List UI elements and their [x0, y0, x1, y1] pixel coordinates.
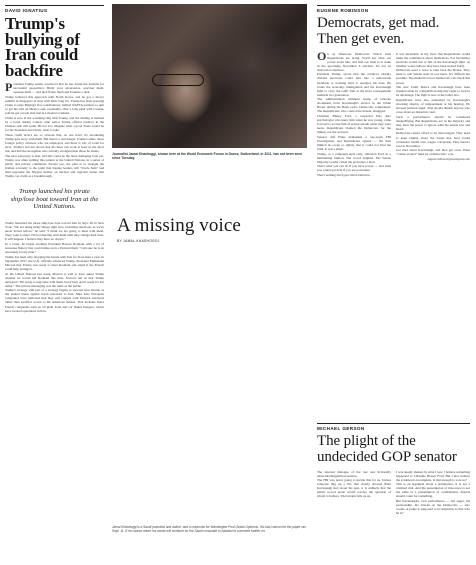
gerson-headline: The plight of the undecided GOP senator: [317, 433, 457, 465]
eyeglasses-shape: [152, 74, 204, 86]
byline-left: DAVID IGNATIUS: [5, 5, 104, 13]
gerson-body: The internal dialogue of the last and fictionally undecided Republican senator. The FBI was never going to decide this for us. Unless someone dug up a file that clearly showed Brett Kavanaugh lied about his past, it is unlikely that the public record alone would resolve the question of whom to believe. The burden falls on us. I was deeply shaken by what I saw. I believe something happened to Christine Blasey Ford. But I also believe the evidence is incomplete. Is that enough to vote no? This is an argument about a nomination. It is not a criminal trial. And the presumption of innocence is not the same as a presumption of confirmation. Doubts should count for something. But Kavanaugh's own performance — his anger, his partisanship, his attacks on the Democrats — also counts. A judge is supposed to be impartial. Is that who he is?: [317, 469, 470, 516]
right-body: On ay afternoon, Democrats. Watch what Republicans are doing. You'll see what our power looks like, and find out what is at stake in the upcoming November 6 election. It's not an abstraction anymore. President Trump, aware that the country's sharply divided electorate could turn into a nationwide backlash, is working hard to energize his base. He wants the economy, immigration and the Kavanaugh fight to carry the GOP. This is the most consequential midterm in a generation. The administration withheld reams of relevant documents from Kavanaugh's service in the White House during the Bush years. Democrats complained. The Republicans, who control the Senate, shrugged. Christine Blasey Ford, a respected Palo Alto psychologist who knew him when he was young, came forward to accuse him of sexual assault when they were teens. Republicans blamed the Democrats for the timing, not the accused. Senator Jeff Flake demanded a one-week FBI investigation, and Republicans agreed — but then limited its scope so tightly that it could not find the truth. It was a sham. Trump, at a campaign-style rally, ridiculed Ford in a humiliating fashion. The crowd laughed. The Senate Majority Leader called the protesters a mob. That's what you can do if you have power — and what you cannot prevent if you are powerless. That's nothing but hypocritical behavior. It was inevitable, in my view, that Republicans would make the nomination about themselves. For November elections would rise or fall on the Kavanaugh fight, on whether voters believe they have been treated fairly. Democrats need a wave to take back the House. They need to win Senate seats in red states. It's difficult but possible. The midterm is how Democrats can check this power. The new Chief Justice and Kavanaugh have been brushed aside by a Republican majority eager to lock in its advantage. The fight is now at the ballot box. Republicans were also unmasked by Kavanaugh's shocking display of temperament at his hearing. He showed partisan anger. That should disturb anyone who cares about an impartial court. Such a performance should be considered disqualifying. But Republicans are in the majority and they have the power to ignore what the nation saw and heard. Democrats cannot afford to be discouraged. They need to keep talking about the issues that have found consensus: health care, wages, corruption. They need to vote in November. Get mad about Kavanaugh, and then get even. What "comes around" must be a Democratic vote. eugenerobinson@washpost.com: [317, 49, 470, 178]
pull-quote: Trump launched his pirate ship/lose boat toward Iran at the United Nations.: [10, 187, 99, 211]
email-signature: eugenerobinson@washpost.com: [427, 157, 470, 162]
gerson-section: [317, 418, 470, 516]
mid-blank-column: Saudi Arabian journalist Jamal Khashoggi walked into the Saudi consulate in Istanbul on Tuesday to obtain documents and has not been seen since. Turkish officials believe he was killed inside. The Saudis insist he left the building.: [208, 234, 308, 251]
middle-column: [112, 0, 311, 565]
right-column: [317, 0, 470, 565]
khashoggi-photo: [112, 4, 307, 148]
left-headline: Trump's bullying of Iran could backfire: [5, 14, 80, 80]
byline-right: EUGENE ROBINSON: [317, 5, 470, 13]
byline-gerson: MICHAEL GERSON: [317, 423, 470, 431]
mid-headline: A missing voice: [117, 215, 241, 236]
mid-byline: BY JAMAL KHASHOGGI: [117, 239, 160, 243]
drop-cap: P: [5, 79, 13, 94]
right-headline: Democrats, get mad. Then get even.: [317, 15, 440, 47]
left-column: [5, 0, 104, 565]
photo-caption: Journalist Jamal Khashoggi, shown here at the World Economic Forum in Davos, Switzerland, in 2011, has not been seen since Tuesday.: [112, 152, 303, 160]
mid-footnote: Jamal Khashoggi is a Saudi journalist and author, and a columnist for Washington Post Global Opinions. His last column for the paper ran Sept. 11. If he cannot return his words will continue on the Saudi consulate in Istanbul to comment further on.: [112, 525, 306, 533]
drop-cap-right: O: [317, 49, 327, 64]
left-body: President Trump seems convinced that he has found the formula for successful geopolitics: Bully your adversaries, sanction them, squeeze them — and then flatter them and Promise a deal. Trump believed this approach with North Korea, and he got a showy summit in Singapore in June with Kim Jong Un. Trump has been pressing China to raise Beijing's flat contributions; bullied NAFTA partners to quit or get his will on Mexico and, eventually, after a long push with Canada, said he got a trade deal that is a modest overhaul. China is now in the wrestling ring with Trump, and the dealing is marked by a tweet during contest. One senior Trump official predicts in the Chinese side will settle. Be not it to imagine what a good Trade would be for the President and China, what to take. These credit tactics are so obvious that, on one level, it's astounding Trump gets away with them. But there's a real danger. Trump's allies, those foreign policy advisers who are employed, and there is lots of room for error. Trump's success shows that his lines can work at least in the short run, and that the strongman who actually strongest than those he taunts. The next adversary is Iran, and this could be the most damaging bout yet. Trump was often spilling this pattern at the United Nations, in a series of public and private comments. Except yes, the plan is to strangle the Iranian economy to the point that Iranian leaders will "Uncle Sam" and then negotiate the Nippon further on nuclear and regional issues that Trump can claim as a breakthrough. Trump launched his pirate ship/lose boat toward Iran at the United Nations. Trump launched his pirate ship-lose boat toward Iran in Sept. 26 in New York. "We are doing many things right now, including sanctions, as we've never levied before," he said. "I think we are going to meet with them. They want to meet. I'm not meeting with them until they change their tune. It will happen. I believe they have no choice." In a tweet, he began stroking President Hassan Rouhani with a lot of nonsense flattery that could make even a Persian blush: "I am sure he is an absolutely lovely man." Trump has been only dropping his hassle with Iran for more than a year. In September 2017, the U.N. officials advanced Trump, President Emmanuel Macron that Trump was ready to meet Rouhani and asked if the French could help arrange it. At the United Nations last week, Macron is said to have asked Trump whether he would tell Rouhani this time. Sources tell us that Trump answered "I'm ready to negotiate with them, but if they aren't ready it's not either." The private messaging was the same as the public. Trump's strategy with part of a strategy begins to succeed next month, as the United States applies harsh sanctions to Iran. Nike Iran; European companies have indicated that they will comply with Western sanctions rather than sacrifice access to the American market. That includes Iran's French companies such as oil giant Total and car maker Peugeot, which have located operations in Iran.: [5, 79, 104, 313]
